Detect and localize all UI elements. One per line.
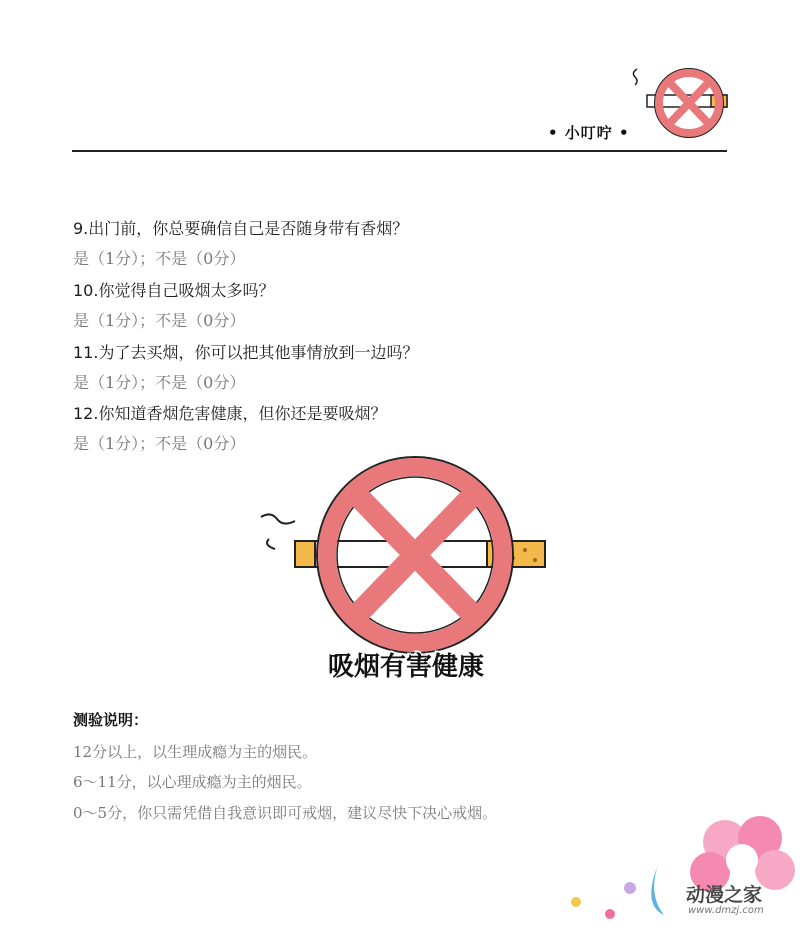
answer-9: 是（1分）；不是（0分） [73, 249, 246, 268]
explanation-line: 6～11分，以心理成瘾为主的烟民。 [73, 773, 312, 791]
answer-12: 是（1分）；不是（0分） [73, 434, 246, 453]
illustration-caption: 吸烟有害健康 [328, 652, 485, 682]
watermark-name: 动漫之家 [686, 884, 763, 906]
question-9: 9.出门前，你总要确信自己是否随身带有香烟？ [73, 219, 409, 238]
explanation-title: 测验说明： [73, 711, 149, 729]
question-11: 11.为了去买烟，你可以把其他事情放到一边吗？ [73, 343, 419, 362]
watermark-flower-icon [560, 810, 800, 931]
explanation-line: 0～5分，你只需凭借自我意识即可戒烟，建议尽快下决心戒烟。 [73, 804, 498, 822]
header-divider [72, 150, 727, 152]
no-smoking-icon [255, 455, 555, 670]
question-12: 12.你知道香烟危害健康，但你还是要吸烟？ [73, 404, 387, 423]
watermark-url: www.dmzj.com [688, 905, 764, 916]
answer-11: 是（1分）；不是（0分） [73, 373, 246, 392]
brand-label: • 小叮咛 • [548, 124, 630, 142]
explanation-line: 12分以上，以生理成瘾为主的烟民。 [73, 743, 318, 761]
header-no-smoking-icon [625, 65, 735, 145]
question-10: 10.你觉得自己吸烟太多吗？ [73, 281, 275, 300]
answer-10: 是（1分）；不是（0分） [73, 311, 246, 330]
